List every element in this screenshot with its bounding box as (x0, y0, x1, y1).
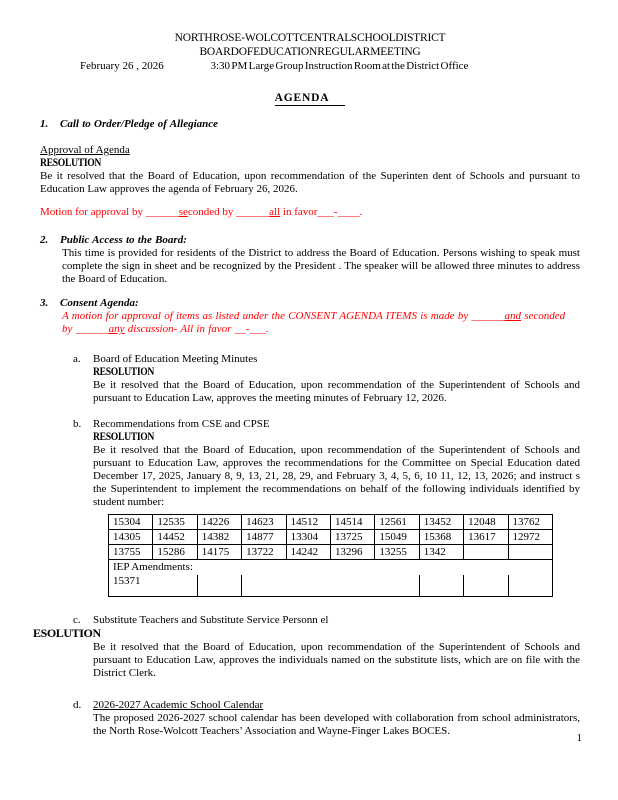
table-cell: 14242 (286, 545, 330, 560)
sub-item-title-substitutes: Substitute Teachers and Substitute Service Personn el (93, 614, 329, 626)
item-title-call-to-order: Call to Order/Pledge of Allegiance (60, 118, 219, 130)
sub-item-title-meeting-minutes: Board of Education Meeting Minutes (93, 353, 258, 365)
motion-text-segment: seconded (521, 310, 566, 322)
approval-of-agenda-section (40, 144, 580, 219)
table-cell: 14877 (242, 530, 286, 545)
table-cell: 14175 (197, 545, 241, 560)
table-cell: 13762 (508, 515, 552, 530)
sub-item-letter: a. (73, 353, 81, 365)
table-cell: 14623 (242, 515, 286, 530)
consent-sub-item-a (73, 353, 580, 405)
table-cell: 14226 (197, 515, 241, 530)
table-cell: 12535 (153, 515, 197, 530)
item-number: 3. (40, 297, 49, 309)
table-cell: 13304 (286, 530, 330, 545)
table-cell: 13296 (330, 545, 374, 560)
sub-item-title-school-calendar: 2026-2027 Academic School Calendar (93, 699, 264, 711)
table-cell (508, 575, 552, 597)
motion-text-segment: se (178, 206, 188, 218)
table-row (109, 545, 553, 560)
cse-cpse-body: Be it resolved that the Board of Education, upon recommendation of the Superintendent of Schools and pursuant to Education Law, approves the recommendations for the Committee on Special Education dated December 17, 2025, January 8, 9, 13, 21, 28, 29, and February 3, 4, 5, 6, 10 11, 12, 13, 2026; and instruct s the Superintendent to implement the recommendations on behalf of the following individuals identified by student number: (93, 444, 580, 508)
approval-heading: Approval of Agenda (40, 144, 130, 156)
table-cell: 1342 (419, 545, 463, 560)
motion-text-segment: Motion for approval by ______ (40, 206, 179, 218)
sub-item-letter: b. (73, 418, 82, 430)
table-cell: 13617 (464, 530, 508, 545)
table-cell: 13255 (375, 545, 419, 560)
substitutes-body: Be it resolved that the Board of Education, upon recommendation of the Superintendent of Schools and pursuant to Education Law, approves the individuals named on the substitute lists, which are on file with the District Clerk. (93, 641, 580, 679)
motion-text-segment: A motion for approval of items as listed under the CONSENT AGENDA ITEMS is made by ______ (62, 310, 505, 322)
table-cell: 12972 (508, 530, 552, 545)
table-cell: 15368 (419, 530, 463, 545)
iep-amendments-label: IEP Amendments: (109, 560, 553, 576)
meeting-minutes-body: Be it resolved that the Board of Education, upon recommendation of the Superintendent of Schools and pursuant to Education Law, approves the meeting minutes of February 12, 2026. (93, 379, 580, 404)
table-cell: 15304 (109, 515, 153, 530)
resolution-label-clipped: ESOLUTION (33, 626, 101, 640)
table-cell (464, 575, 508, 597)
district-title: NORTH ROSE-WOLCOTT CENTRAL SCHOOL DISTRICT (174, 32, 446, 44)
sub-item-letter: d. (73, 699, 82, 711)
motion-text-segment: discussion- All in favor __-___. (124, 323, 269, 335)
meeting-time-location: 3:30 PM Large Group Instruction Room at the District Office (210, 60, 469, 72)
agenda-heading-row (40, 91, 580, 106)
agenda-item-2 (40, 234, 580, 247)
table-cell: 13755 (109, 545, 153, 560)
meeting-dateline (40, 59, 580, 73)
page-number: 1 (576, 732, 582, 744)
table-cell: 14452 (153, 530, 197, 545)
approval-motion-line (40, 206, 580, 219)
student-numbers-table (108, 514, 553, 597)
table-cell: 14382 (197, 530, 241, 545)
table-cell: 12561 (375, 515, 419, 530)
resolution-label: RESOLUTION (93, 366, 155, 378)
approval-resolution-body: Be it resolved that the Board of Education, upon recommendation of the Superinten dent of Schools and pursuant to Education Law approves the agenda of February 26, 2026. (40, 170, 580, 195)
consent-sub-item-b (73, 418, 580, 597)
table-cell (242, 575, 420, 597)
sub-item-title-cse-cpse: Recommendations from CSE and CPSE (93, 418, 270, 430)
motion-text-segment: by ______ (62, 323, 109, 335)
table-cell: 14514 (330, 515, 374, 530)
consent-sub-item-d (73, 699, 580, 738)
school-calendar-body: The proposed 2026-2027 school calendar has been developed with collaboration from school administrators, the North Rose-Wolcott Teachers’ Association and Wayne-Finger Lakes BOCES. (93, 712, 580, 737)
resolution-label: RESOLUTION (93, 431, 155, 443)
table-cell: 14512 (286, 515, 330, 530)
agenda-heading: AGENDA (275, 91, 346, 106)
table-cell (508, 545, 552, 560)
table-cell: 14305 (109, 530, 153, 545)
table-cell: 13722 (242, 545, 286, 560)
motion-text-segment: any (108, 323, 125, 335)
consent-sub-item-c (33, 614, 580, 680)
table-cell: 15049 (375, 530, 419, 545)
table-cell (464, 545, 508, 560)
item-number: 2. (40, 234, 49, 246)
resolution-label: RESOLUTION (40, 157, 102, 169)
table-row (109, 530, 553, 545)
iep-amendments-row (109, 560, 553, 576)
meeting-title: BOARD OF EDUCATION REGULAR MEETING (199, 46, 421, 58)
consent-motion-line (40, 310, 580, 336)
student-numbers-rows (109, 515, 553, 560)
table-cell: 13725 (330, 530, 374, 545)
iep-amendments-value-row (109, 575, 553, 597)
sub-item-letter: c. (73, 614, 81, 626)
table-cell (419, 575, 463, 597)
agenda-item-3 (40, 297, 580, 310)
item-title-public-access: Public Access to the Board: (60, 234, 187, 246)
meeting-date: February 26 , 2026 (80, 60, 164, 72)
table-row (109, 515, 553, 530)
item-title-consent-agenda: Consent Agenda: (60, 297, 139, 309)
item-number: 1. (40, 118, 49, 130)
motion-text-segment: in favor___-____. (280, 206, 363, 218)
iep-amendment-value: 15371 (109, 575, 198, 597)
motion-text-segment: conded by ______ (187, 206, 270, 218)
table-cell: 15286 (153, 545, 197, 560)
motion-text-segment: and (504, 310, 521, 322)
table-cell: 12048 (464, 515, 508, 530)
motion-text-segment: all (269, 206, 281, 218)
table-cell: 13452 (419, 515, 463, 530)
public-access-body: This time is provided for residents of the District to address the Board of Education. Persons wishing to speak must complete the sign in sheet and be recognized by the President . The speaker will be allowed three minutes to address the Board of Education. (62, 247, 580, 285)
table-cell (197, 575, 241, 597)
agenda-item-1 (40, 118, 580, 131)
